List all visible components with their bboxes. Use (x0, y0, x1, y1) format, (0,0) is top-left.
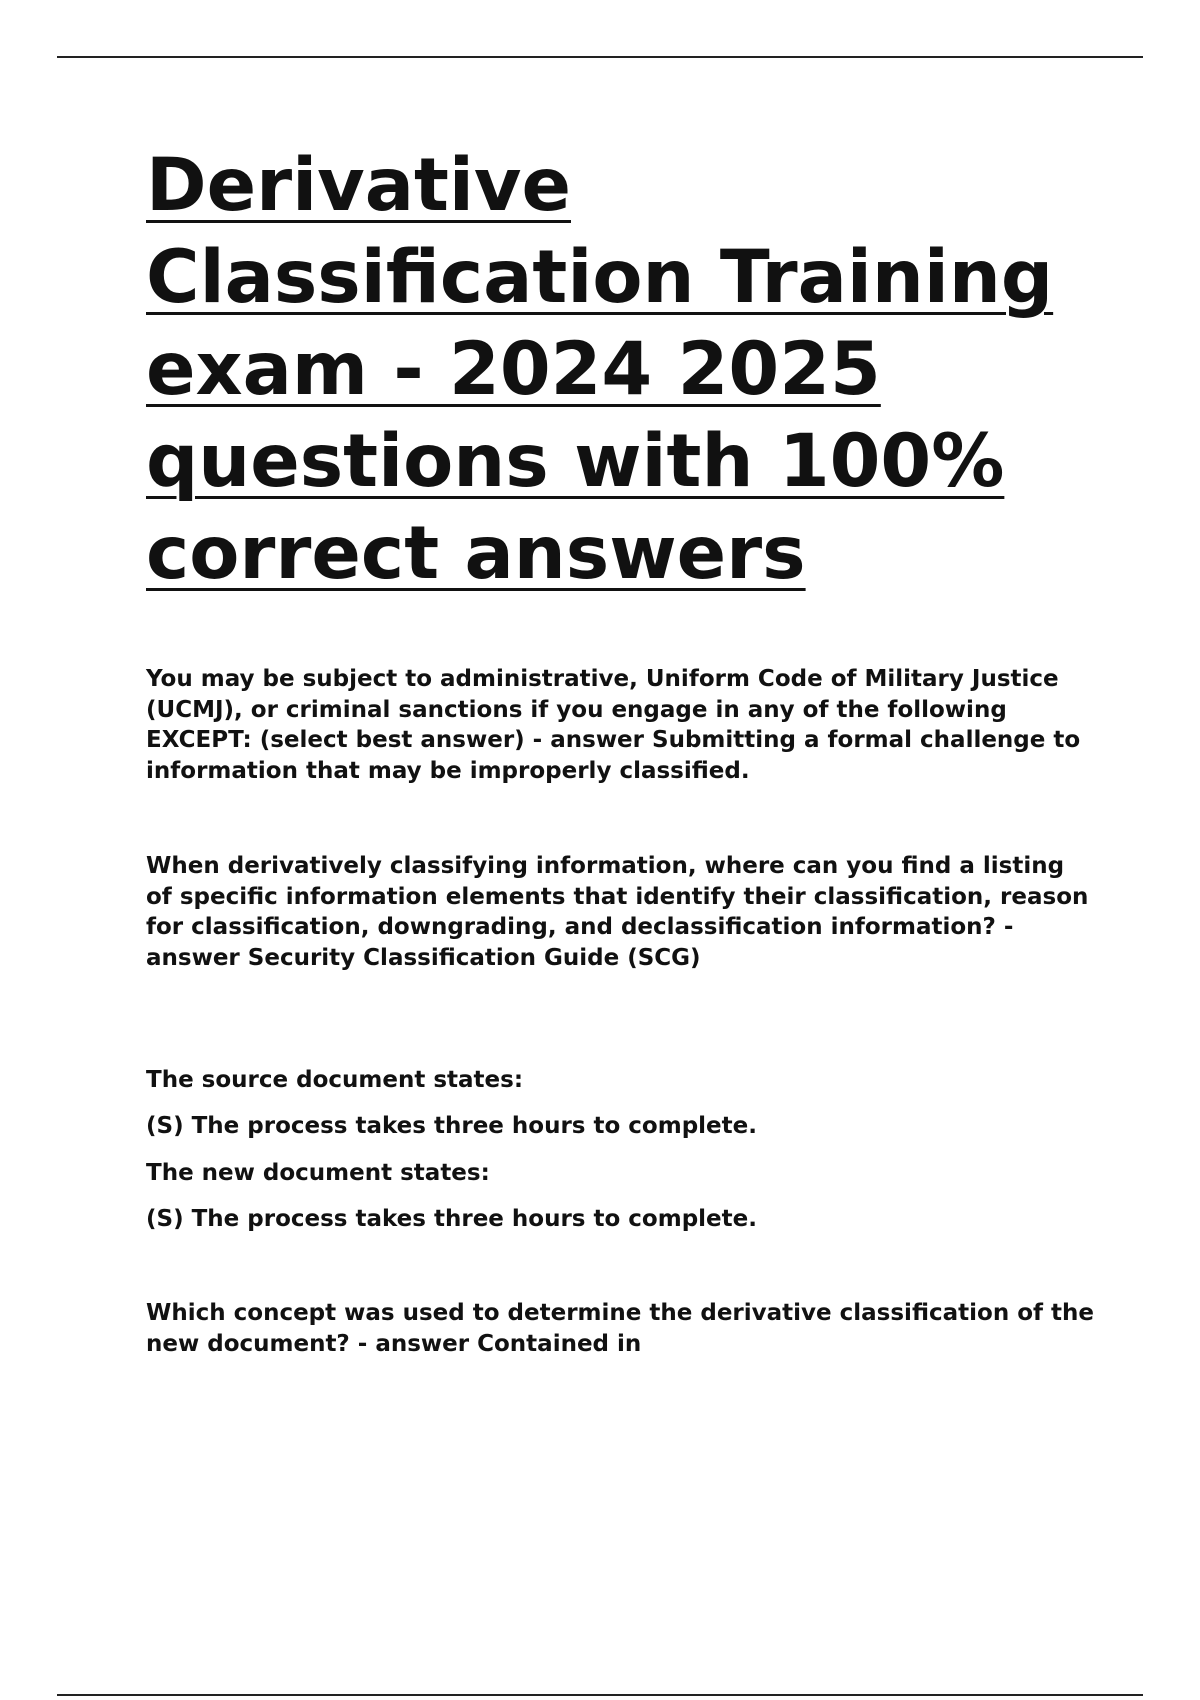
document-title: Derivative Classification Training exam - 2024 2025 questions with 100% correct answers (146, 143, 1054, 596)
top-rule (57, 56, 1143, 58)
question-answer-1: You may be subject to administrative, Uniform Code of Military Justice (UCMJ), or criminal sanctions if you engage in any of the following EXCEPT: (select best answer) - answer Submitting a formal challenge to information that may be improperly classified. (146, 666, 1081, 784)
new-document-intro: The new document states: (146, 1160, 490, 1186)
question-answer-2: When derivatively classifying information, where can you find a listing of specific information elements that identify their classification, reason for classification, downgrading, and declassification information? - answer Security Classification Guide (SCG) (146, 853, 1089, 971)
source-document-intro: The source document states: (146, 1067, 524, 1093)
question-answer-3: Which concept was used to determine the derivative classification of the new document? - answer Contained in (146, 1300, 1094, 1357)
bottom-rule (57, 1694, 1143, 1696)
source-document-text: (S) The process takes three hours to complete. (146, 1113, 757, 1139)
new-document-text: (S) The process takes three hours to complete. (146, 1206, 757, 1232)
